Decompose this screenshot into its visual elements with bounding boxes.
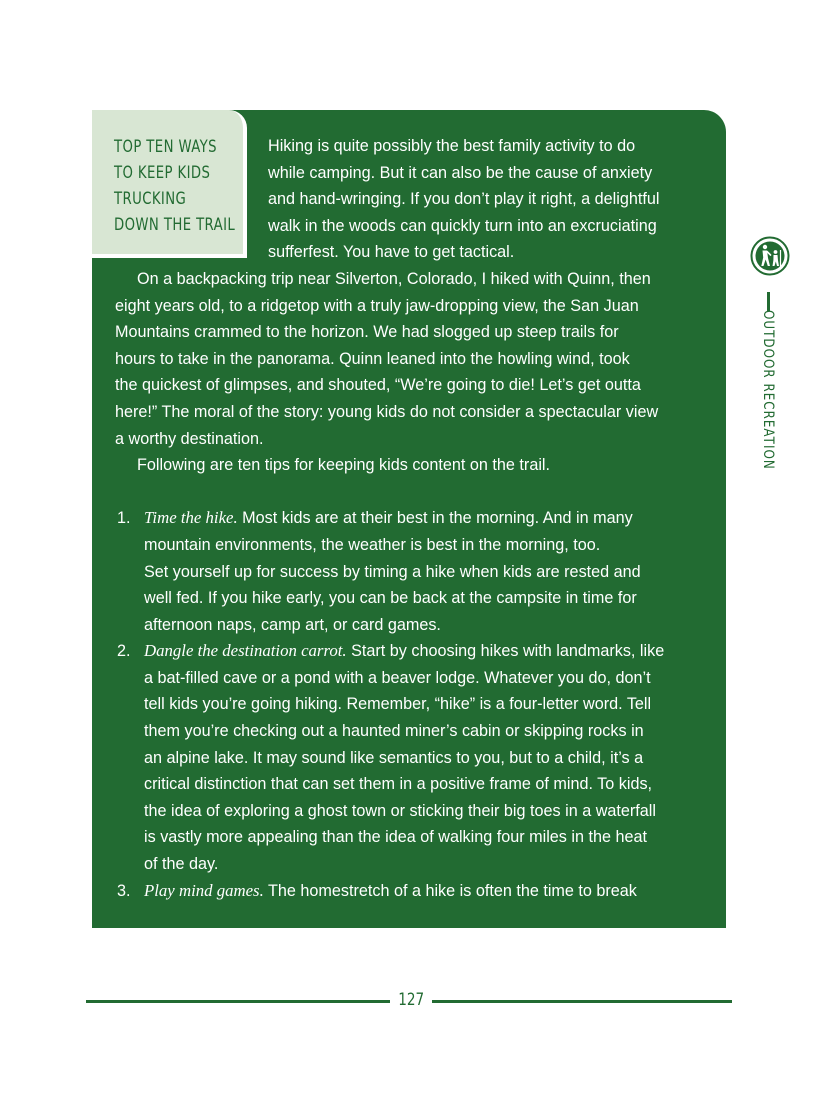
list-number: 3. (117, 881, 131, 900)
text-line: tell kids you’re going hiking. Remember, “hike” is a four-letter word. Tell (144, 695, 652, 714)
sidebar-title-line: TOP TEN WAYS (114, 137, 217, 157)
text-line: the quickest of glimpses, and shouted, “We’re going to die! Let’s get outta (115, 376, 641, 395)
tips-list (115, 505, 707, 904)
page-number: 127 (398, 990, 424, 1010)
text-line: here!” The moral of the story: young kids do not consider a spectacular view (115, 402, 659, 421)
text-line: critical distinction that can set them in a positive frame of mind. To kids, (144, 775, 653, 794)
footer-rule-left (86, 1000, 390, 1003)
list-item (115, 878, 707, 905)
tip-title: Play mind games. (144, 880, 264, 900)
text-line: Mountains crammed to the horizon. We had slogged up steep trails for (115, 323, 619, 342)
text-line: of the day. (144, 855, 219, 874)
list-number: 2. (117, 642, 131, 661)
text-line: Hiking is quite possibly the best family activity to do (268, 137, 636, 155)
list-item (115, 638, 707, 877)
text-line: well fed. If you hike early, you can be back at the campsite in time for (144, 589, 637, 608)
text-line: the idea of exploring a ghost town or sticking their big toes in a waterfall (144, 801, 656, 820)
sidebar-title-line: DOWN THE TRAIL (114, 215, 236, 235)
text-line: mountain environments, the weather is best in the morning, too. (144, 535, 601, 554)
story-paragraph (115, 266, 707, 452)
sidebar-body-text (115, 133, 707, 904)
sidebar-title-line: TRUCKING (114, 189, 187, 209)
side-tab-rule (767, 292, 770, 311)
text-line: a worthy destination. (115, 429, 264, 448)
text-line: eight years old, to a ridgetop with a truly jaw-dropping view, the San Juan (115, 296, 639, 315)
text-line: a bat-filled cave or a pond with a beaver lodge. Whatever you do, don’t (144, 668, 651, 687)
text-line: hours to take in the panorama. Quinn leaned into the howling wind, took (115, 349, 630, 368)
text-line: Set yourself up for success by timing a hike when kids are rested and (144, 562, 641, 581)
text-line: while camping. But it can also be the cause of anxiety (268, 163, 653, 182)
following-paragraph: Following are ten tips for keeping kids content on the trail. (137, 456, 551, 475)
text-line: walk in the woods can quickly turn into an excruciating (268, 216, 657, 235)
sidebar-title-line: TO KEEP KIDS (114, 163, 211, 183)
text-line: and hand-wringing. If you don’t play it right, a delightful (268, 190, 660, 209)
text-line: them you’re checking out a haunted miner’s cabin or skipping rocks in (144, 722, 644, 741)
text-line: afternoon naps, camp art, or card games. (144, 615, 441, 634)
text-line: is vastly more appealing than the idea of walking four miles in the heat (144, 828, 647, 847)
text-line: The homestretch of a hike is often the time to break (263, 881, 637, 900)
intro-paragraph (115, 133, 707, 266)
hikers-icon (750, 236, 790, 276)
footer-rule-right (432, 1000, 732, 1003)
list-item (115, 505, 707, 638)
text-line: Most kids are at their best in the morning. And in many (237, 509, 633, 528)
list-number: 1. (117, 509, 131, 528)
text-line: sufferfest. You have to get tactical. (268, 243, 515, 262)
text-line: On a backpacking trip near Silverton, Colorado, I hiked with Quinn, then (137, 269, 651, 288)
tip-title: Dangle the destination carrot. (144, 641, 347, 661)
text-line: Start by choosing hikes with landmarks, like (346, 642, 665, 661)
side-tab-label: OUTDOOR RECREATION (760, 310, 776, 470)
text-line: an alpine lake. It may sound like semantics to you, but to a child, it’s a (144, 748, 644, 767)
tip-title: Time the hike. (144, 508, 238, 528)
